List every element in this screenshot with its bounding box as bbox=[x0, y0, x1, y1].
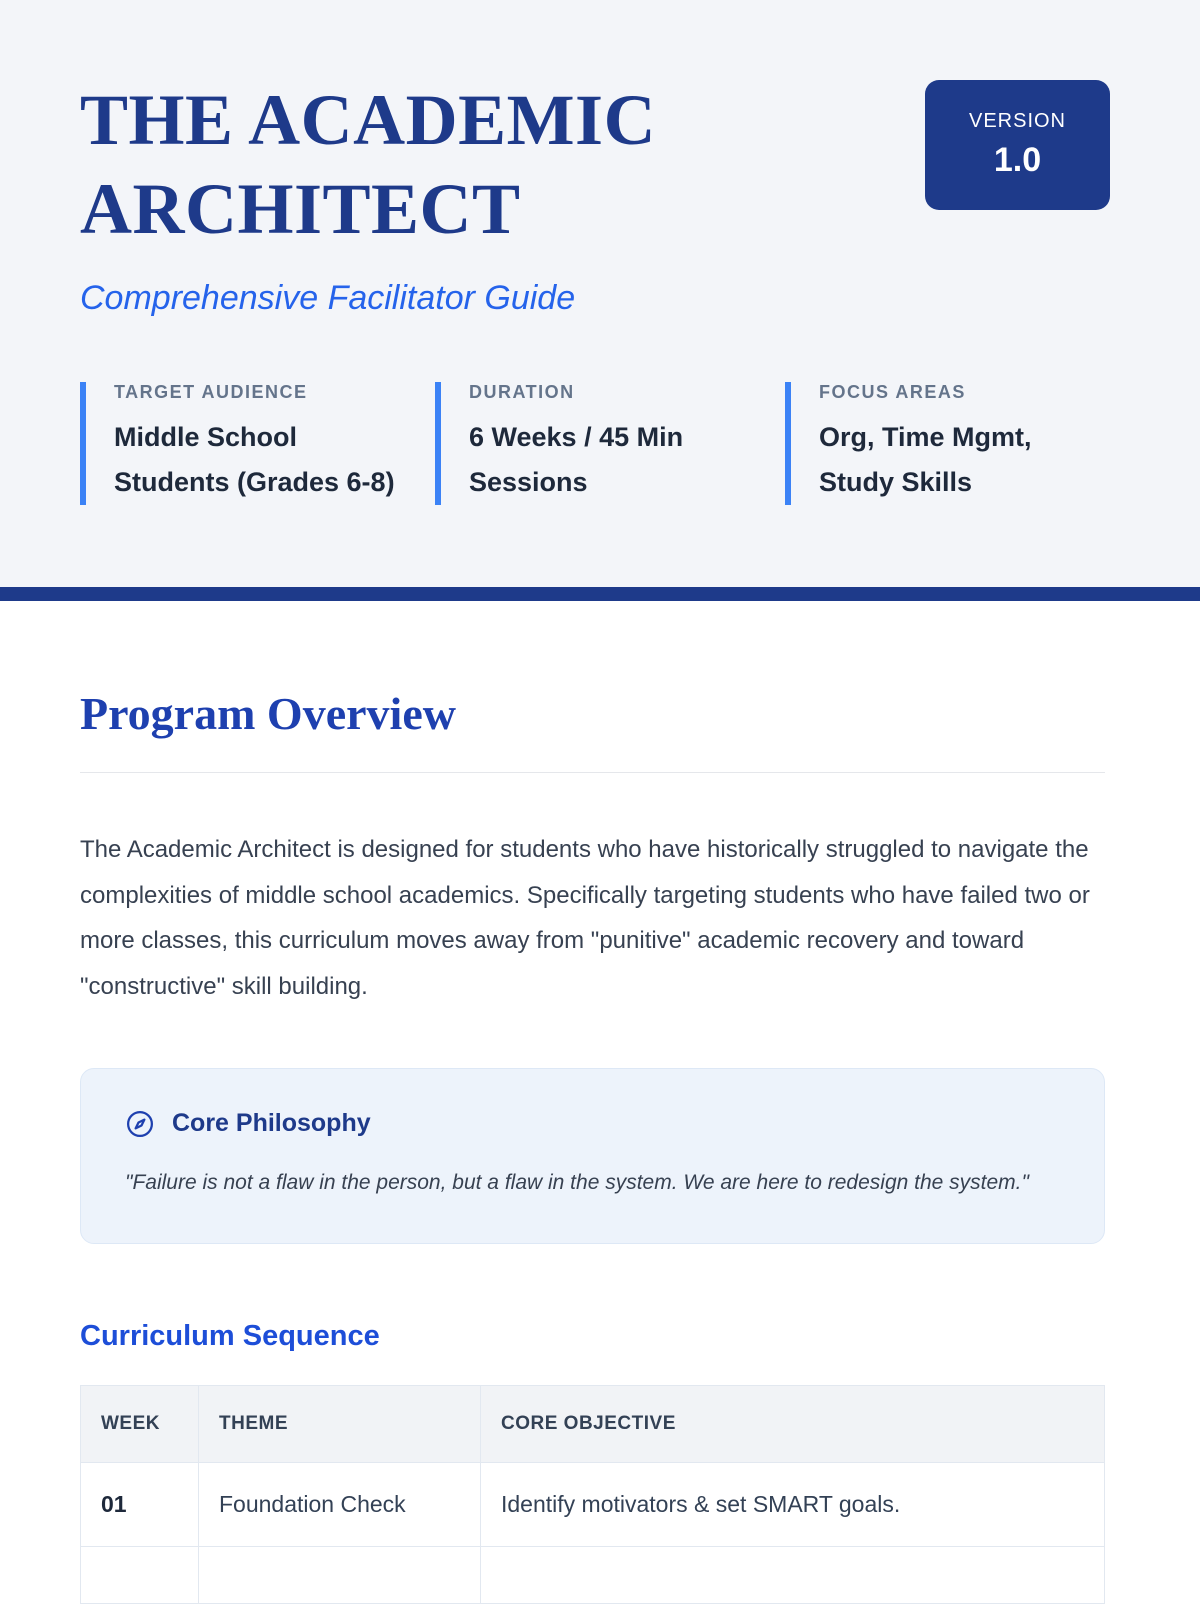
curriculum-table bbox=[80, 1385, 1105, 1604]
main-content bbox=[0, 601, 1200, 1604]
cell-theme bbox=[199, 1547, 481, 1604]
page-title bbox=[80, 76, 656, 255]
version-label: VERSION bbox=[968, 110, 1067, 132]
callout-quote: "Failure is not a flaw in the person, but a flaw in the system. We are here to redesign the system." bbox=[125, 1170, 1029, 1194]
column-header-week: WEEK bbox=[81, 1386, 199, 1463]
meta-value: Org, Time Mgmt, Study Skills bbox=[819, 421, 1032, 497]
header-divider-bar bbox=[0, 587, 1200, 601]
meta-target-audience bbox=[80, 382, 435, 506]
cell-week bbox=[81, 1547, 199, 1604]
meta-duration bbox=[435, 382, 785, 506]
header-top-row bbox=[80, 76, 1110, 255]
cell-week: 01 bbox=[81, 1463, 199, 1547]
callout-title: Core Philosophy bbox=[172, 1109, 371, 1138]
version-badge bbox=[925, 80, 1110, 210]
document-header bbox=[0, 0, 1200, 587]
section-title: Program Overview bbox=[80, 687, 1105, 773]
cell-objective bbox=[481, 1547, 1105, 1604]
version-number: 1.0 bbox=[993, 141, 1042, 179]
cell-objective: Identify motivators & set SMART goals. bbox=[481, 1463, 1105, 1547]
core-philosophy-callout bbox=[80, 1068, 1105, 1245]
column-header-objective: CORE OBJECTIVE bbox=[481, 1386, 1105, 1463]
compass-icon bbox=[125, 1109, 155, 1139]
meta-value: 6 Weeks / 45 Min Sessions bbox=[469, 421, 684, 497]
table-header-row bbox=[81, 1386, 1105, 1463]
cell-theme: Foundation Check bbox=[199, 1463, 481, 1547]
curriculum-sequence-title: Curriculum Sequence bbox=[80, 1320, 380, 1353]
meta-label: FOCUS AREAS bbox=[819, 381, 966, 402]
column-header-theme: THEME bbox=[199, 1386, 481, 1463]
document-subtitle: Comprehensive Facilitator Guide bbox=[80, 278, 576, 317]
page-title-line1: THE ACADEMIC bbox=[80, 80, 657, 160]
meta-label: DURATION bbox=[469, 381, 575, 402]
page-title-line2: ARCHITECT bbox=[80, 169, 521, 250]
table-row bbox=[81, 1463, 1105, 1547]
table-row-partial bbox=[81, 1547, 1105, 1604]
callout-header bbox=[125, 1109, 1060, 1139]
meta-focus-areas bbox=[785, 382, 1110, 506]
intro-paragraph: The Academic Architect is designed for students who have historically struggled to navigate the complexities of middle school academics. Specifically targeting students who have failed two or more classes, this curriculum moves away from "punitive" academic recovery and toward "constructive" skill building. bbox=[80, 836, 1090, 1001]
meta-row bbox=[80, 382, 1110, 588]
meta-label: TARGET AUDIENCE bbox=[114, 381, 308, 402]
meta-value: Middle School Students (Grades 6-8) bbox=[114, 421, 395, 497]
